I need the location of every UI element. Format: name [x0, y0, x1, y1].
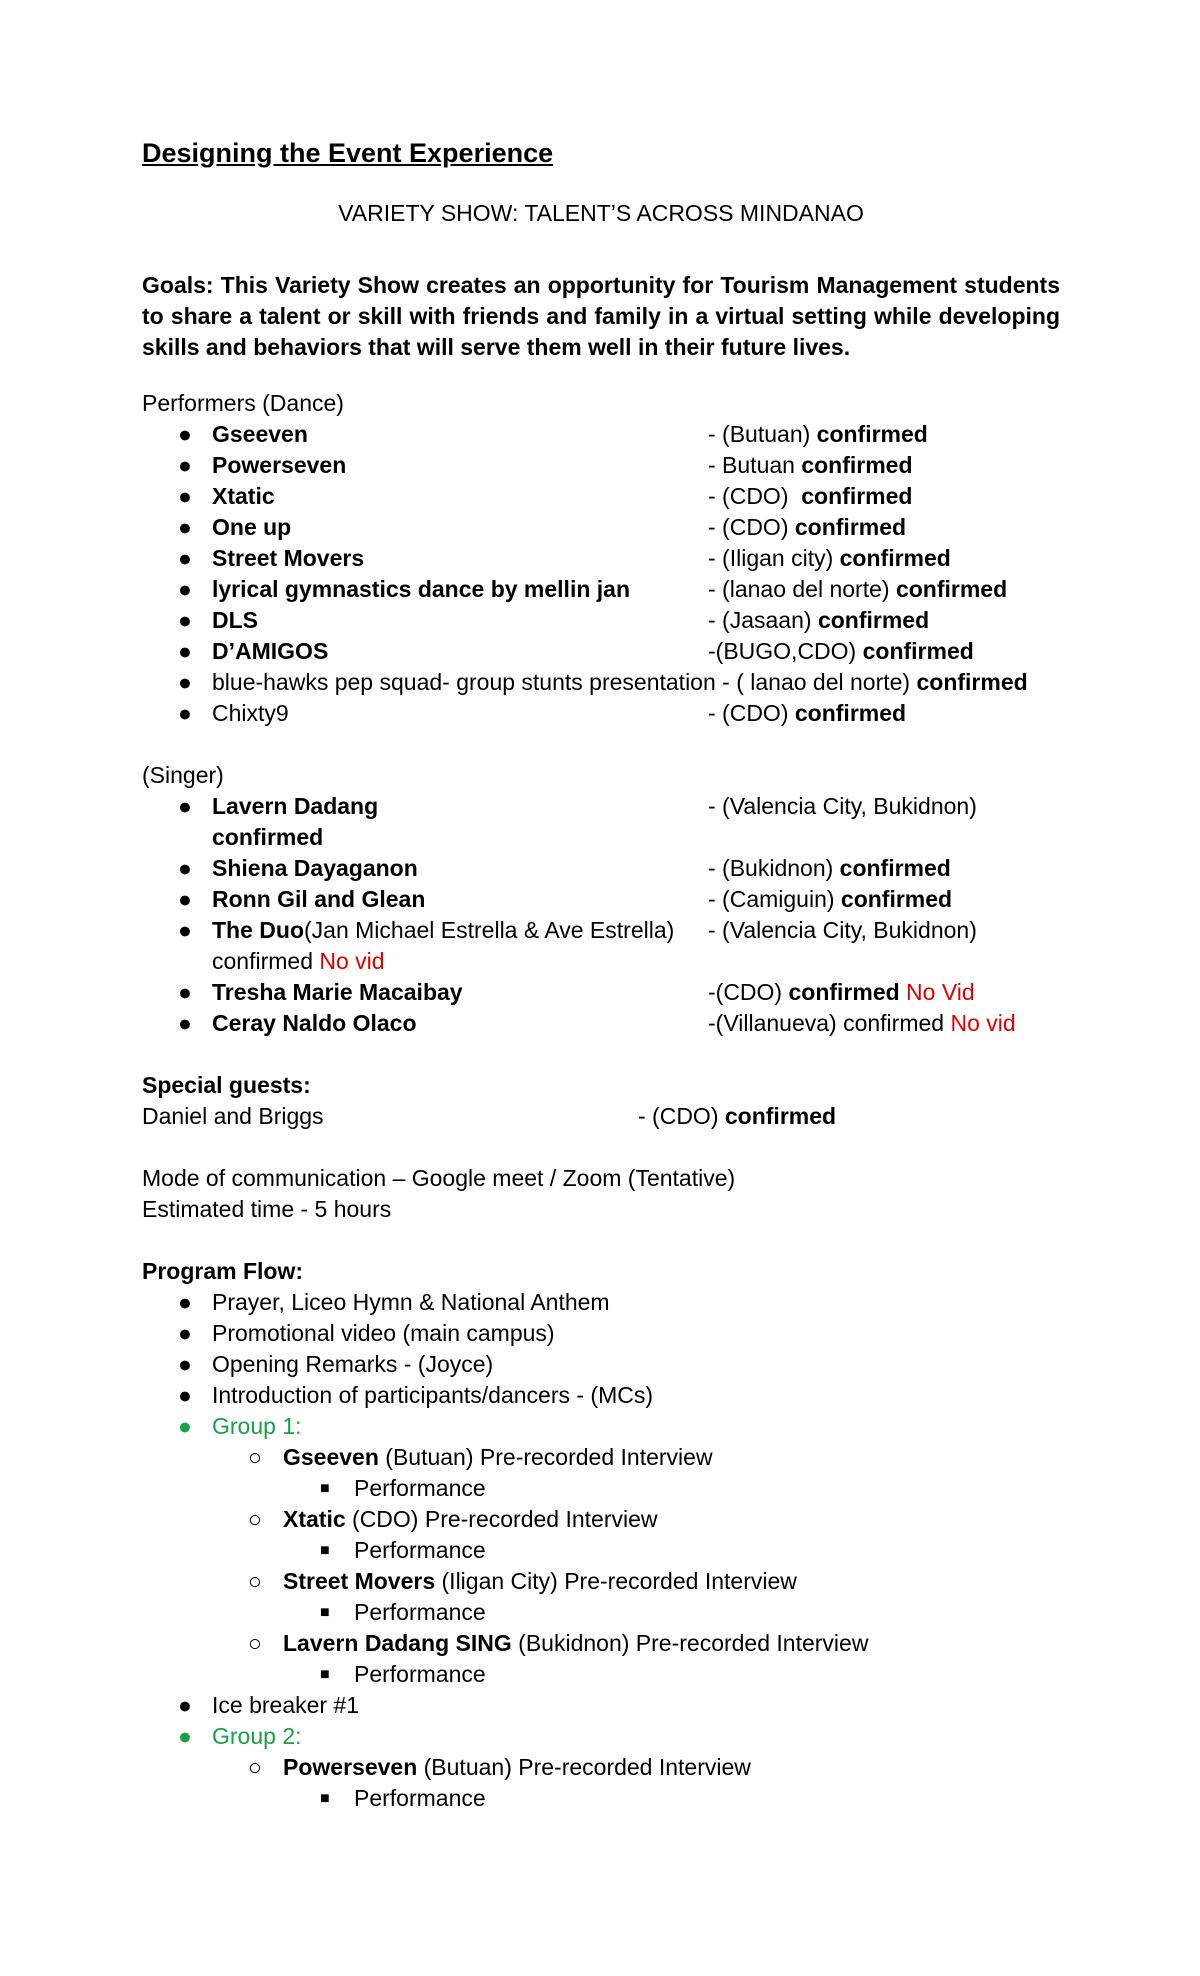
list-item [142, 1752, 1060, 1783]
list-item [142, 1349, 1060, 1380]
list-item [142, 605, 1060, 636]
performer-name: Shiena Dayaganon [212, 855, 418, 881]
circle-bullet-icon: ○ [248, 1754, 262, 1780]
bullet-icon: ● [178, 886, 192, 912]
square-bullet-icon: ■ [320, 1666, 330, 1683]
list-item [142, 1628, 1060, 1659]
status-text: confirmed [788, 979, 900, 1005]
bullet-icon: ● [178, 483, 192, 509]
bullet-icon: ● [178, 700, 192, 726]
bullet-icon: ● [178, 452, 192, 478]
duo-members: (Jan Michael Estrella & Ave Estrella) [304, 917, 675, 943]
performer-place: - (CDO) [708, 483, 802, 509]
status-text: confirmed [794, 700, 907, 726]
guest-name: Daniel and Briggs [142, 1103, 324, 1129]
list-item [142, 791, 1060, 822]
bullet-icon: ● [178, 1010, 192, 1036]
list-item [142, 915, 1060, 946]
performer-name: Chixty9 [212, 700, 289, 726]
status-text: confirmed [801, 483, 913, 509]
status-text: confirmed [862, 638, 974, 664]
program-item: Prayer, Liceo Hymn & National Anthem [212, 1289, 610, 1315]
list-item [142, 1504, 1060, 1535]
status-text: confirmed [801, 452, 913, 478]
bullet-icon: ● [178, 917, 192, 943]
list-item [142, 1442, 1060, 1473]
special-guests-heading: Special guests: [142, 1072, 311, 1098]
bullet-icon: ● [178, 855, 192, 881]
status-text: confirmed [816, 421, 928, 447]
bullet-icon: ● [178, 607, 192, 633]
list-item [142, 1473, 1060, 1504]
performer-place: - (Valencia City, Bukidnon) [708, 917, 977, 943]
square-bullet-icon: ■ [320, 1542, 330, 1559]
mode-of-communication: Mode of communication – Google meet / Zoom (Tentative) [142, 1165, 736, 1191]
document-title: Designing the Event Experience [142, 138, 554, 168]
performer-text: blue-hawks pep squad- group stunts presentation - ( lanao del norte) [212, 669, 917, 695]
square-bullet-icon: ■ [320, 1480, 330, 1497]
bullet-icon: ● [178, 669, 192, 695]
status-text: confirmed [817, 607, 930, 633]
bullet-icon: ● [178, 576, 192, 602]
performer-place: - Butuan [708, 452, 802, 478]
performance-label: Performance [354, 1599, 486, 1625]
status-text: confirmed [916, 669, 1028, 695]
program-item: Ice breaker #1 [212, 1692, 360, 1718]
bullet-icon: ● [178, 514, 192, 540]
bullet-icon: ● [178, 1320, 192, 1346]
performance-label: Performance [354, 1661, 486, 1687]
list-item [142, 1721, 1060, 1752]
performer-place: - (Butuan) [708, 421, 817, 447]
dance-heading: Performers (Dance) [142, 390, 344, 416]
bullet-icon: ● [178, 979, 192, 1005]
performer-place: - (CDO) [708, 700, 795, 726]
list-item [142, 1597, 1060, 1628]
status-text: confirmed [212, 948, 320, 974]
performer-place: - (Camiguin) [708, 886, 841, 912]
list-item [142, 1783, 1060, 1814]
performer-name: Gseeven [212, 421, 308, 447]
performer-name: DLS [212, 607, 258, 633]
performer-name: Street Movers [212, 545, 365, 571]
no-vid-note: No vid [950, 1010, 1016, 1036]
bullet-icon: ● [178, 793, 192, 819]
estimated-time: Estimated time - 5 hours [142, 1196, 392, 1222]
performer-place: - (Valencia City, Bukidnon) [708, 793, 977, 819]
performer-name: Powerseven [212, 452, 347, 478]
status-text: confirmed [839, 855, 951, 881]
list-item [142, 1101, 1060, 1132]
square-bullet-icon: ■ [320, 1790, 330, 1807]
list-item [142, 574, 1060, 605]
segment-detail: (CDO) Pre-recorded Interview [345, 1506, 658, 1532]
list-item [142, 1659, 1060, 1690]
group-label: Group 1: [212, 1413, 302, 1439]
list-item [142, 419, 1060, 450]
bullet-icon: ● [178, 1413, 192, 1439]
performance-label: Performance [354, 1537, 486, 1563]
performance-label: Performance [354, 1785, 486, 1811]
performer-name: Gseeven [283, 1444, 379, 1470]
performer-name: Xtatic [283, 1506, 346, 1532]
program-item: Promotional video (main campus) [212, 1320, 555, 1346]
performer-place: - (CDO) [708, 514, 795, 540]
list-item [142, 1318, 1060, 1349]
segment-detail: (Iligan City) Pre-recorded Interview [435, 1568, 797, 1594]
status-text: confirmed [895, 576, 1008, 602]
bullet-icon: ● [178, 1723, 192, 1749]
bullet-icon: ● [178, 1382, 192, 1408]
bullet-icon: ● [178, 1351, 192, 1377]
segment-detail: (Butuan) Pre-recorded Interview [378, 1444, 713, 1470]
list-item [142, 1566, 1060, 1597]
no-vid-note: No vid [319, 948, 385, 974]
performer-name: Lavern Dadang [212, 793, 379, 819]
list-item [142, 512, 1060, 543]
performer-place: - (lanao del norte) [708, 576, 896, 602]
list-item [142, 481, 1060, 512]
status-text: confirmed [212, 824, 324, 850]
no-vid-note: No Vid [899, 979, 975, 1005]
list-item [142, 1008, 1060, 1039]
singer-heading: (Singer) [142, 762, 224, 788]
bullet-icon: ● [178, 545, 192, 571]
performer-place: -(BUGO,CDO) [708, 638, 863, 664]
list-item [142, 1690, 1060, 1721]
circle-bullet-icon: ○ [248, 1630, 262, 1656]
list-item [142, 667, 1060, 698]
bullet-icon: ● [178, 1289, 192, 1315]
status-text: confirmed [724, 1103, 837, 1129]
list-item [142, 636, 1060, 667]
square-bullet-icon: ■ [320, 1604, 330, 1621]
list-item [142, 698, 1060, 729]
program-item: Opening Remarks - (Joyce) [212, 1351, 494, 1377]
status-text: confirmed [839, 545, 951, 571]
list-item [142, 884, 1060, 915]
performer-name: Ronn Gil and Glean [212, 886, 426, 912]
performer-name: Powerseven [283, 1754, 418, 1780]
list-item [142, 977, 1060, 1008]
segment-detail: (Bukidnon) Pre-recorded Interview [511, 1630, 869, 1656]
performer-place: - (Bukidnon) [708, 855, 840, 881]
segment-detail: (Butuan) Pre-recorded Interview [417, 1754, 751, 1780]
bullet-icon: ● [178, 421, 192, 447]
circle-bullet-icon: ○ [248, 1506, 262, 1532]
program-item: Introduction of participants/dancers - (MCs) [212, 1382, 654, 1408]
performer-name: Street Movers [283, 1568, 436, 1594]
performer-name: lyrical gymnastics dance by mellin jan [212, 576, 631, 602]
list-item [142, 1380, 1060, 1411]
performer-name: Lavern Dadang SING [283, 1630, 512, 1656]
list-item [142, 450, 1060, 481]
performer-place: -(Villanueva) confirmed [708, 1010, 951, 1036]
program-flow-heading: Program Flow: [142, 1258, 304, 1284]
bullet-icon: ● [178, 1692, 192, 1718]
performer-name: Xtatic [212, 483, 275, 509]
list-item [142, 543, 1060, 574]
performer-name: D’AMIGOS [212, 638, 329, 664]
event-subtitle: VARIETY SHOW: TALENT’S ACROSS MINDANAO [338, 200, 864, 226]
list-item [142, 1535, 1060, 1566]
performer-place: - (Iligan city) [708, 545, 840, 571]
circle-bullet-icon: ○ [248, 1444, 262, 1470]
performer-name: Ceray Naldo Olaco [212, 1010, 417, 1036]
circle-bullet-icon: ○ [248, 1568, 262, 1594]
performer-name: One up [212, 514, 292, 540]
performer-name: The Duo [212, 917, 304, 943]
list-item [142, 1411, 1060, 1442]
status-text: confirmed [840, 886, 953, 912]
status-text: confirmed [794, 514, 907, 540]
performer-name: Tresha Marie Macaibay [212, 979, 463, 1005]
list-item [142, 1287, 1060, 1318]
guest-place: - (CDO) [638, 1103, 725, 1129]
performance-label: Performance [354, 1475, 486, 1501]
goals-paragraph: Goals: This Variety Show creates an opportunity for Tourism Management students to share a talent or skill with friends and family in a virtual setting while developing skills and behaviors that will serve them well in their future lives. [142, 272, 1060, 360]
bullet-icon: ● [178, 638, 192, 664]
performer-place: - (Jasaan) [708, 607, 818, 633]
list-item [142, 853, 1060, 884]
performer-place: -(CDO) [708, 979, 789, 1005]
group-label: Group 2: [212, 1723, 302, 1749]
